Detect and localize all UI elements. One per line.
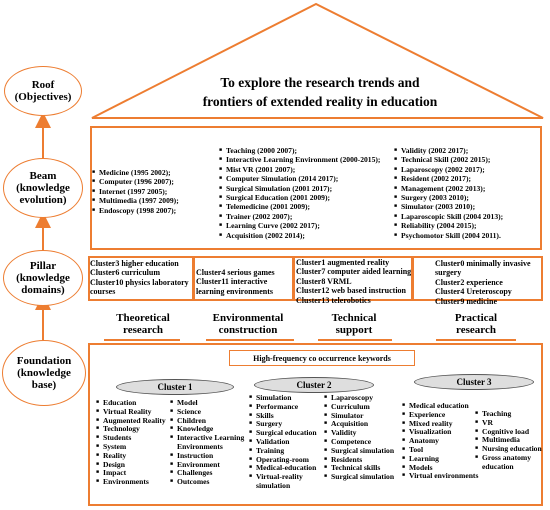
beam-keyword: ■ Medicine (1995 2002);: [92, 168, 179, 177]
cluster-keyword: ■ Competence: [324, 438, 394, 447]
cluster-keyword: ■ Validity: [324, 429, 394, 438]
beam-keyword: ■ Mist VR (2001 2007);: [219, 165, 380, 174]
cluster-keyword: ■ Validation: [249, 438, 317, 447]
cluster-keyword: ■ Learning: [402, 455, 478, 464]
cluster-keyword: ■ Environments: [96, 478, 166, 487]
beam-label: Beam (knowledge evolution): [3, 158, 83, 218]
beam-keyword: ■ Computer (1996 2007);: [92, 177, 179, 186]
cluster-keyword: ■ Virtual-reality: [249, 473, 317, 482]
pillar-cluster-line: Cluster2 experience: [435, 277, 503, 287]
cluster-keyword: ■ Medical-education: [249, 464, 317, 473]
beam-keyword: ■ Management (2002 2013);: [394, 184, 503, 193]
cluster-keyword: ■ Virtual Reality: [96, 408, 166, 417]
pillar-cluster-line: Cluster12 web based instruction: [296, 286, 407, 296]
category-environmental: Environmental construction: [212, 312, 284, 336]
cluster-keyword: ■ Surgical simulation: [324, 447, 394, 456]
cluster-keyword: ■ Simulation: [249, 394, 317, 403]
pillar-cluster-line: courses: [90, 287, 116, 297]
pillar-list-4: [435, 259, 531, 306]
beam-keyword: ■ Multimedia (1997 2009);: [92, 196, 179, 205]
beam-col3: [394, 146, 503, 240]
cluster-keyword: ■ Reality: [96, 452, 166, 461]
cluster1-left-list: [96, 399, 166, 487]
beam-keyword: ■ Surgical Simulation (2001 2017);: [219, 184, 380, 193]
beam-keyword: ■ Technical Skill (2002 2015);: [394, 155, 503, 164]
beam-keyword: ■ Laparoscopy (2002 2017);: [394, 165, 503, 174]
pillar-label: Pillar (knowledge domains): [3, 250, 83, 306]
cluster-keyword: ■ Anatomy: [402, 437, 478, 446]
pillar-list-2: [196, 268, 275, 296]
cluster-keyword: ■ Model: [170, 399, 244, 408]
cluster3-left-list: [402, 402, 478, 481]
cluster3-ellipse: Cluster 3: [414, 374, 534, 390]
cluster-keyword: ■ Technical skills: [324, 464, 394, 473]
cluster-keyword: ■ Mixed reality: [402, 420, 478, 429]
category-underline-1: [104, 339, 180, 341]
cluster-keyword: ■ Visualization: [402, 428, 478, 437]
pillar-cluster-line: Cluster7 computer aided learning: [296, 267, 412, 277]
cluster-keyword: ■ Curriculum: [324, 403, 394, 412]
cluster2-left-list: [249, 394, 317, 491]
cluster-keyword: ■ Interactive Learning: [170, 434, 244, 443]
pillar-cluster-line: Cluster3 higher education: [90, 259, 179, 268]
cluster1-ellipse: Cluster 1: [116, 379, 234, 395]
pillar-cluster-line: Cluster11 interactive: [196, 277, 268, 287]
pillar-cluster-line: Cluster6 curriculum: [90, 268, 160, 278]
beam-keyword: ■ Interactive Learning Environment (2000-2015);: [219, 155, 380, 164]
roof-label: Roof (Objectives): [4, 66, 82, 116]
cluster-keyword: ■ Models: [402, 464, 478, 473]
cluster2-right-list: [324, 394, 394, 482]
category-underline-4: [436, 339, 516, 341]
cluster-keyword: ■ Training: [249, 447, 317, 456]
pillar-cluster-line: Cluster1 augmented reality: [296, 258, 390, 267]
roof-title-line2: frontiers of extended reality in education: [202, 94, 438, 109]
beam-col2: [219, 146, 380, 240]
beam-keyword: ■ Trainer (2002 2007);: [219, 212, 380, 221]
cluster-keyword: ■ Acquisition: [324, 420, 394, 429]
category-technical: Technical support: [331, 312, 377, 336]
cluster-keyword: ■ Teaching: [475, 410, 542, 419]
beam-keyword: ■ Reliability (2004 2015);: [394, 221, 503, 230]
category-underline-2: [206, 339, 294, 341]
cluster-keyword: education: [482, 461, 514, 471]
cluster-keyword: ■ Operating-room: [249, 456, 317, 465]
cluster-keyword: ■ Children: [170, 417, 244, 426]
beam-keyword: ■ Internet (1997 2005);: [92, 187, 179, 196]
pillar-cluster-line: Cluster13 telerobotics: [296, 295, 371, 305]
pillar-cluster-line: Cluster8 VRML: [296, 276, 352, 286]
cluster-keyword: ■ Environment: [170, 461, 244, 470]
cluster-keyword: ■ Knowledge: [170, 425, 244, 434]
cluster-keyword: ■ System: [96, 443, 166, 452]
cluster-keyword: ■ Virtual environments: [402, 472, 478, 481]
beam-keyword: ■ Validity (2002 2017);: [394, 146, 503, 155]
cluster-keyword: simulation: [256, 480, 291, 490]
cluster-keyword: ■ Medical education: [402, 402, 478, 411]
category-practical: Practical research: [454, 312, 498, 336]
cluster-keyword: ■ Nursing education: [475, 445, 542, 454]
beam-keyword: ■ Learning Curve (2002 2017);: [219, 221, 380, 230]
cluster-keyword: ■ Simulator: [324, 412, 394, 421]
pillar-cluster-line: Cluster4 Ureteroscopy: [435, 287, 512, 297]
cluster-keyword: ■ Impact: [96, 469, 166, 478]
cluster-keyword: ■ VR: [475, 419, 542, 428]
cluster-keyword: ■ Multimedia: [475, 436, 542, 445]
beam-keyword: ■ Endoscopy (1998 2007);: [92, 206, 179, 215]
cluster-keyword: ■ Students: [96, 434, 166, 443]
cluster2-ellipse: Cluster 2: [254, 377, 374, 393]
cluster-keyword: ■ Challenges: [170, 469, 244, 478]
pillar-list-3: [296, 258, 411, 305]
beam-keyword: ■ Surgical Education (2001 2009);: [219, 193, 380, 202]
beam-keyword: ■ Resident (2002 2017);: [394, 174, 503, 183]
category-underline-3: [318, 339, 392, 341]
cluster-keyword: ■ Cognitive load: [475, 428, 542, 437]
cluster-keyword: ■ Instruction: [170, 452, 244, 461]
cluster-keyword: ■ Laparoscopy: [324, 394, 394, 403]
beam-keyword: ■ Acquisition (2002 2014);: [219, 231, 380, 240]
cluster-keyword: ■ Design: [96, 461, 166, 470]
pillar-cluster-line: Cluster0 minimally invasive: [435, 259, 531, 268]
cluster-keyword: Environments: [177, 441, 223, 451]
beam-keyword: ■ Simulator (2003 2010);: [394, 202, 503, 211]
cluster-keyword: ■ Residents: [324, 456, 394, 465]
pillar-cluster-line: Cluster4 serious games: [196, 268, 275, 277]
pillar-cluster-line: surgery: [435, 268, 462, 278]
beam-keyword: ■ Teaching (2000 2007);: [219, 146, 380, 155]
cluster-keyword: ■ Surgery: [249, 420, 317, 429]
pillar-cluster-line: Cluster10 physics laboratory: [90, 277, 189, 287]
cluster-keyword: ■ Skills: [249, 412, 317, 421]
beam-keyword: ■ Laparoscopic Skill (2004 2013);: [394, 212, 503, 221]
cluster-keyword: ■ Augmented Reality: [96, 417, 166, 426]
roof-title-line1: To explore the research trends and: [220, 75, 420, 90]
roof-title: [170, 73, 470, 111]
category-theoretical: Theoretical research: [116, 312, 170, 336]
keywords-header-box: High-frequency co occurrence keywords: [229, 350, 415, 366]
beam-keyword: ■ Telemedicine (2001 2009);: [219, 202, 380, 211]
beam-keyword: ■ Psychomotor Skill (2004 2011).: [394, 231, 503, 240]
cluster-keyword: ■ Tool: [402, 446, 478, 455]
cluster-keyword: ■ Surgical education: [249, 429, 317, 438]
cluster-keyword: ■ Experience: [402, 411, 478, 420]
pillar-cluster-line: Cluster9 medicine: [435, 296, 497, 306]
pillar-cluster-line: learning environments: [196, 286, 273, 296]
pillar-list-1: [90, 259, 189, 297]
cluster-keyword: ■ Outcomes: [170, 478, 244, 487]
cluster-keyword: ■ Technology: [96, 425, 166, 434]
beam-keyword: ■ Computer Simulation (2014 2017);: [219, 174, 380, 183]
cluster-keyword: ■ Performance: [249, 403, 317, 412]
cluster-keyword: ■ Gross anatomy: [475, 454, 542, 463]
cluster-keyword: ■ Surgical simulation: [324, 473, 394, 482]
cluster1-right-list: [170, 399, 244, 487]
beam-col1: [92, 168, 179, 215]
foundation-label: Foundation (knowledge base): [2, 340, 86, 406]
cluster-keyword: ■ Science: [170, 408, 244, 417]
beam-keyword: ■ Surgery (2003 2010);: [394, 193, 503, 202]
cluster-keyword: ■ Education: [96, 399, 166, 408]
cluster3-right-list: [475, 410, 542, 472]
